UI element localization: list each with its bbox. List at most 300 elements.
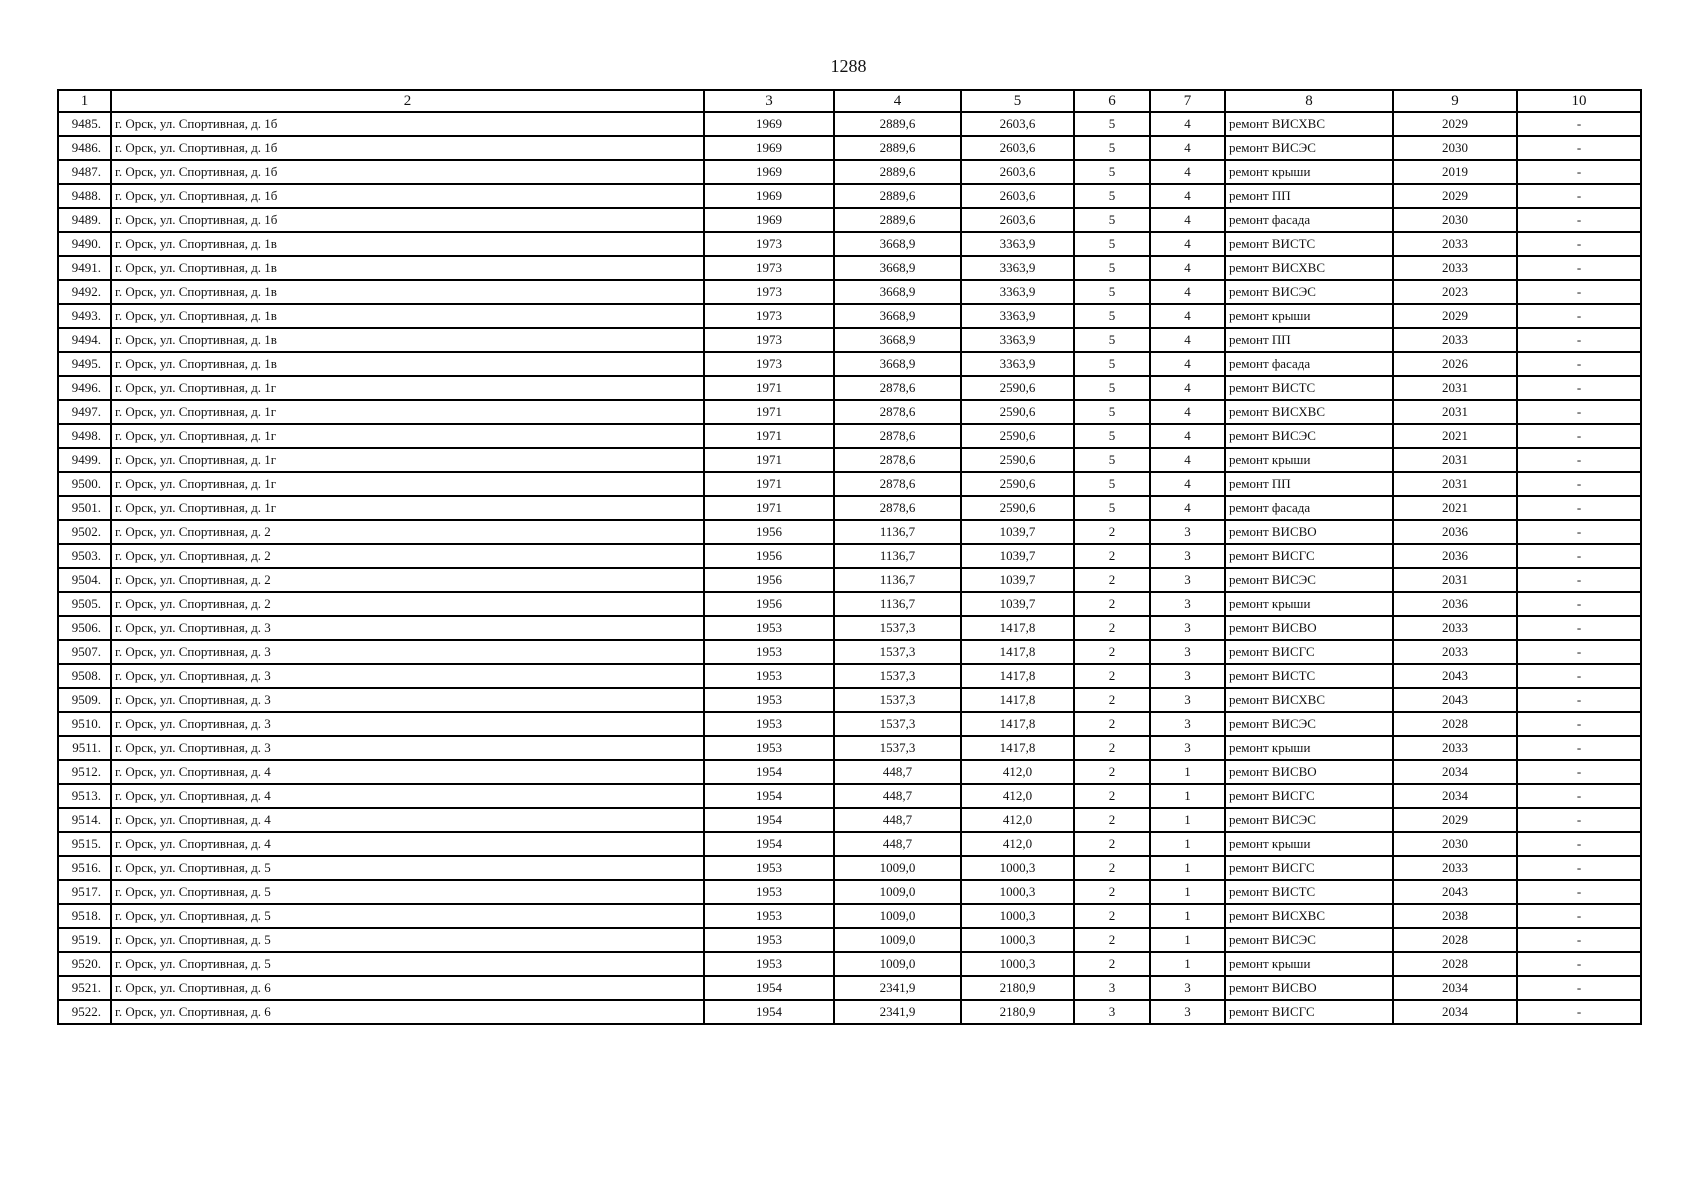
note-cell: - bbox=[1517, 208, 1641, 232]
address-cell: г. Орск, ул. Спортивная, д. 1г bbox=[111, 424, 704, 448]
entrances-cell: 4 bbox=[1150, 256, 1225, 280]
planned-year-cell: 2029 bbox=[1393, 112, 1517, 136]
floors-cell: 2 bbox=[1074, 880, 1150, 904]
residential-area-cell: 412,0 bbox=[961, 784, 1074, 808]
year-cell: 1953 bbox=[704, 856, 834, 880]
year-cell: 1973 bbox=[704, 352, 834, 376]
residential-area-cell: 2590,6 bbox=[961, 400, 1074, 424]
table-row bbox=[58, 736, 1641, 760]
year-cell: 1971 bbox=[704, 424, 834, 448]
entrances-cell: 1 bbox=[1150, 760, 1225, 784]
work-type-cell: ремонт ВИСЭС bbox=[1225, 424, 1393, 448]
year-cell: 1953 bbox=[704, 952, 834, 976]
residential-area-cell: 2603,6 bbox=[961, 136, 1074, 160]
address-cell: г. Орск, ул. Спортивная, д. 1в bbox=[111, 328, 704, 352]
floors-cell: 5 bbox=[1074, 352, 1150, 376]
planned-year-cell: 2033 bbox=[1393, 736, 1517, 760]
table-row bbox=[58, 592, 1641, 616]
total-area-cell: 2889,6 bbox=[834, 136, 961, 160]
work-type-cell: ремонт ВИСХВС bbox=[1225, 400, 1393, 424]
planned-year-cell: 2034 bbox=[1393, 1000, 1517, 1024]
note-cell: - bbox=[1517, 688, 1641, 712]
work-type-cell: ремонт ВИСГС bbox=[1225, 640, 1393, 664]
table-row bbox=[58, 208, 1641, 232]
address-cell: г. Орск, ул. Спортивная, д. 1в bbox=[111, 304, 704, 328]
total-area-cell: 1136,7 bbox=[834, 592, 961, 616]
planned-year-cell: 2021 bbox=[1393, 424, 1517, 448]
year-cell: 1956 bbox=[704, 520, 834, 544]
row-number-cell: 9519. bbox=[58, 928, 111, 952]
row-number-cell: 9493. bbox=[58, 304, 111, 328]
work-type-cell: ремонт фасада bbox=[1225, 496, 1393, 520]
total-area-cell: 1009,0 bbox=[834, 856, 961, 880]
row-number-cell: 9509. bbox=[58, 688, 111, 712]
entrances-cell: 1 bbox=[1150, 928, 1225, 952]
residential-area-cell: 1000,3 bbox=[961, 856, 1074, 880]
entrances-cell: 4 bbox=[1150, 112, 1225, 136]
floors-cell: 5 bbox=[1074, 424, 1150, 448]
column-header-5: 5 bbox=[961, 90, 1074, 112]
address-cell: г. Орск, ул. Спортивная, д. 3 bbox=[111, 664, 704, 688]
row-number-cell: 9507. bbox=[58, 640, 111, 664]
planned-year-cell: 2021 bbox=[1393, 496, 1517, 520]
year-cell: 1954 bbox=[704, 784, 834, 808]
planned-year-cell: 2036 bbox=[1393, 520, 1517, 544]
note-cell: - bbox=[1517, 760, 1641, 784]
column-header-6: 6 bbox=[1074, 90, 1150, 112]
year-cell: 1956 bbox=[704, 544, 834, 568]
entrances-cell: 3 bbox=[1150, 592, 1225, 616]
entrances-cell: 4 bbox=[1150, 376, 1225, 400]
work-type-cell: ремонт фасада bbox=[1225, 208, 1393, 232]
note-cell: - bbox=[1517, 808, 1641, 832]
residential-area-cell: 1000,3 bbox=[961, 952, 1074, 976]
entrances-cell: 4 bbox=[1150, 280, 1225, 304]
planned-year-cell: 2034 bbox=[1393, 976, 1517, 1000]
row-number-cell: 9517. bbox=[58, 880, 111, 904]
table-row bbox=[58, 1000, 1641, 1024]
table-row bbox=[58, 472, 1641, 496]
residential-area-cell: 2590,6 bbox=[961, 448, 1074, 472]
entrances-cell: 3 bbox=[1150, 976, 1225, 1000]
year-cell: 1973 bbox=[704, 232, 834, 256]
note-cell: - bbox=[1517, 616, 1641, 640]
row-number-cell: 9489. bbox=[58, 208, 111, 232]
table-row bbox=[58, 880, 1641, 904]
residential-area-cell: 2180,9 bbox=[961, 1000, 1074, 1024]
address-cell: г. Орск, ул. Спортивная, д. 1г bbox=[111, 376, 704, 400]
year-cell: 1971 bbox=[704, 400, 834, 424]
note-cell: - bbox=[1517, 160, 1641, 184]
residential-area-cell: 1417,8 bbox=[961, 688, 1074, 712]
row-number-cell: 9491. bbox=[58, 256, 111, 280]
address-cell: г. Орск, ул. Спортивная, д. 2 bbox=[111, 544, 704, 568]
total-area-cell: 2878,6 bbox=[834, 496, 961, 520]
residential-area-cell: 2603,6 bbox=[961, 208, 1074, 232]
total-area-cell: 2878,6 bbox=[834, 376, 961, 400]
entrances-cell: 4 bbox=[1150, 472, 1225, 496]
address-cell: г. Орск, ул. Спортивная, д. 4 bbox=[111, 760, 704, 784]
address-cell: г. Орск, ул. Спортивная, д. 1г bbox=[111, 496, 704, 520]
planned-year-cell: 2019 bbox=[1393, 160, 1517, 184]
work-type-cell: ремонт ВИСВО bbox=[1225, 976, 1393, 1000]
year-cell: 1971 bbox=[704, 472, 834, 496]
row-number-cell: 9496. bbox=[58, 376, 111, 400]
residential-area-cell: 2590,6 bbox=[961, 424, 1074, 448]
floors-cell: 5 bbox=[1074, 184, 1150, 208]
year-cell: 1971 bbox=[704, 496, 834, 520]
floors-cell: 2 bbox=[1074, 544, 1150, 568]
note-cell: - bbox=[1517, 112, 1641, 136]
planned-year-cell: 2034 bbox=[1393, 784, 1517, 808]
work-type-cell: ремонт ВИСЭС bbox=[1225, 568, 1393, 592]
address-cell: г. Орск, ул. Спортивная, д. 2 bbox=[111, 568, 704, 592]
work-type-cell: ремонт ПП bbox=[1225, 184, 1393, 208]
table-row bbox=[58, 544, 1641, 568]
entrances-cell: 3 bbox=[1150, 520, 1225, 544]
entrances-cell: 4 bbox=[1150, 184, 1225, 208]
table-row bbox=[58, 952, 1641, 976]
planned-year-cell: 2036 bbox=[1393, 592, 1517, 616]
year-cell: 1953 bbox=[704, 664, 834, 688]
work-type-cell: ремонт ВИСЭС bbox=[1225, 928, 1393, 952]
row-number-cell: 9515. bbox=[58, 832, 111, 856]
note-cell: - bbox=[1517, 136, 1641, 160]
planned-year-cell: 2023 bbox=[1393, 280, 1517, 304]
table-row bbox=[58, 184, 1641, 208]
work-type-cell: ремонт ВИСЭС bbox=[1225, 808, 1393, 832]
entrances-cell: 4 bbox=[1150, 400, 1225, 424]
floors-cell: 5 bbox=[1074, 112, 1150, 136]
work-type-cell: ремонт ВИСГС bbox=[1225, 1000, 1393, 1024]
column-header-1: 1 bbox=[58, 90, 111, 112]
floors-cell: 5 bbox=[1074, 232, 1150, 256]
planned-year-cell: 2036 bbox=[1393, 544, 1517, 568]
address-cell: г. Орск, ул. Спортивная, д. 1б bbox=[111, 208, 704, 232]
work-type-cell: ремонт ВИСХВС bbox=[1225, 256, 1393, 280]
table-row bbox=[58, 784, 1641, 808]
work-type-cell: ремонт крыши bbox=[1225, 592, 1393, 616]
year-cell: 1973 bbox=[704, 280, 834, 304]
residential-area-cell: 2603,6 bbox=[961, 160, 1074, 184]
row-number-cell: 9505. bbox=[58, 592, 111, 616]
year-cell: 1953 bbox=[704, 712, 834, 736]
year-cell: 1953 bbox=[704, 928, 834, 952]
residential-area-cell: 1417,8 bbox=[961, 712, 1074, 736]
row-number-cell: 9521. bbox=[58, 976, 111, 1000]
address-cell: г. Орск, ул. Спортивная, д. 4 bbox=[111, 832, 704, 856]
row-number-cell: 9522. bbox=[58, 1000, 111, 1024]
total-area-cell: 2889,6 bbox=[834, 112, 961, 136]
row-number-cell: 9497. bbox=[58, 400, 111, 424]
table-row bbox=[58, 376, 1641, 400]
total-area-cell: 2878,6 bbox=[834, 472, 961, 496]
address-cell: г. Орск, ул. Спортивная, д. 2 bbox=[111, 520, 704, 544]
entrances-cell: 4 bbox=[1150, 136, 1225, 160]
note-cell: - bbox=[1517, 232, 1641, 256]
address-cell: г. Орск, ул. Спортивная, д. 1б bbox=[111, 160, 704, 184]
year-cell: 1953 bbox=[704, 688, 834, 712]
work-type-cell: ремонт ВИСВО bbox=[1225, 760, 1393, 784]
year-cell: 1954 bbox=[704, 1000, 834, 1024]
floors-cell: 2 bbox=[1074, 808, 1150, 832]
table-row bbox=[58, 256, 1641, 280]
residential-area-cell: 3363,9 bbox=[961, 256, 1074, 280]
total-area-cell: 3668,9 bbox=[834, 280, 961, 304]
planned-year-cell: 2030 bbox=[1393, 208, 1517, 232]
page-number: 1288 bbox=[830, 56, 867, 76]
floors-cell: 5 bbox=[1074, 496, 1150, 520]
row-number-cell: 9488. bbox=[58, 184, 111, 208]
floors-cell: 2 bbox=[1074, 520, 1150, 544]
floors-cell: 5 bbox=[1074, 304, 1150, 328]
residential-area-cell: 3363,9 bbox=[961, 280, 1074, 304]
residential-area-cell: 1417,8 bbox=[961, 616, 1074, 640]
total-area-cell: 448,7 bbox=[834, 808, 961, 832]
floors-cell: 2 bbox=[1074, 616, 1150, 640]
total-area-cell: 1537,3 bbox=[834, 640, 961, 664]
row-number-cell: 9511. bbox=[58, 736, 111, 760]
note-cell: - bbox=[1517, 664, 1641, 688]
note-cell: - bbox=[1517, 736, 1641, 760]
note-cell: - bbox=[1517, 472, 1641, 496]
floors-cell: 5 bbox=[1074, 376, 1150, 400]
address-cell: г. Орск, ул. Спортивная, д. 4 bbox=[111, 808, 704, 832]
total-area-cell: 3668,9 bbox=[834, 232, 961, 256]
capital-repair-table bbox=[57, 89, 1642, 1025]
floors-cell: 5 bbox=[1074, 400, 1150, 424]
row-number-cell: 9518. bbox=[58, 904, 111, 928]
total-area-cell: 2889,6 bbox=[834, 160, 961, 184]
residential-area-cell: 1000,3 bbox=[961, 880, 1074, 904]
year-cell: 1956 bbox=[704, 592, 834, 616]
note-cell: - bbox=[1517, 352, 1641, 376]
year-cell: 1973 bbox=[704, 304, 834, 328]
floors-cell: 5 bbox=[1074, 280, 1150, 304]
total-area-cell: 1009,0 bbox=[834, 928, 961, 952]
residential-area-cell: 2590,6 bbox=[961, 376, 1074, 400]
column-header-2: 2 bbox=[111, 90, 704, 112]
total-area-cell: 1136,7 bbox=[834, 520, 961, 544]
year-cell: 1971 bbox=[704, 448, 834, 472]
planned-year-cell: 2030 bbox=[1393, 832, 1517, 856]
address-cell: г. Орск, ул. Спортивная, д. 1б bbox=[111, 136, 704, 160]
planned-year-cell: 2038 bbox=[1393, 904, 1517, 928]
note-cell: - bbox=[1517, 568, 1641, 592]
table-row bbox=[58, 448, 1641, 472]
note-cell: - bbox=[1517, 784, 1641, 808]
column-header-4: 4 bbox=[834, 90, 961, 112]
entrances-cell: 1 bbox=[1150, 904, 1225, 928]
address-cell: г. Орск, ул. Спортивная, д. 5 bbox=[111, 952, 704, 976]
total-area-cell: 1537,3 bbox=[834, 712, 961, 736]
entrances-cell: 1 bbox=[1150, 856, 1225, 880]
address-cell: г. Орск, ул. Спортивная, д. 3 bbox=[111, 736, 704, 760]
planned-year-cell: 2028 bbox=[1393, 928, 1517, 952]
address-cell: г. Орск, ул. Спортивная, д. 1в bbox=[111, 280, 704, 304]
year-cell: 1953 bbox=[704, 880, 834, 904]
year-cell: 1953 bbox=[704, 904, 834, 928]
row-number-cell: 9501. bbox=[58, 496, 111, 520]
table-row bbox=[58, 688, 1641, 712]
floors-cell: 2 bbox=[1074, 928, 1150, 952]
total-area-cell: 1537,3 bbox=[834, 616, 961, 640]
entrances-cell: 3 bbox=[1150, 640, 1225, 664]
table-row bbox=[58, 424, 1641, 448]
year-cell: 1973 bbox=[704, 328, 834, 352]
work-type-cell: ремонт фасада bbox=[1225, 352, 1393, 376]
planned-year-cell: 2028 bbox=[1393, 712, 1517, 736]
residential-area-cell: 3363,9 bbox=[961, 352, 1074, 376]
entrances-cell: 4 bbox=[1150, 208, 1225, 232]
note-cell: - bbox=[1517, 544, 1641, 568]
entrances-cell: 3 bbox=[1150, 616, 1225, 640]
residential-area-cell: 2590,6 bbox=[961, 472, 1074, 496]
residential-area-cell: 2590,6 bbox=[961, 496, 1074, 520]
residential-area-cell: 2603,6 bbox=[961, 112, 1074, 136]
floors-cell: 5 bbox=[1074, 208, 1150, 232]
year-cell: 1954 bbox=[704, 832, 834, 856]
entrances-cell: 4 bbox=[1150, 328, 1225, 352]
work-type-cell: ремонт ВИСТС bbox=[1225, 376, 1393, 400]
entrances-cell: 1 bbox=[1150, 784, 1225, 808]
planned-year-cell: 2033 bbox=[1393, 856, 1517, 880]
entrances-cell: 4 bbox=[1150, 232, 1225, 256]
entrances-cell: 1 bbox=[1150, 832, 1225, 856]
table-row bbox=[58, 352, 1641, 376]
planned-year-cell: 2031 bbox=[1393, 448, 1517, 472]
table-row bbox=[58, 928, 1641, 952]
planned-year-cell: 2029 bbox=[1393, 304, 1517, 328]
floors-cell: 2 bbox=[1074, 832, 1150, 856]
address-cell: г. Орск, ул. Спортивная, д. 1г bbox=[111, 400, 704, 424]
total-area-cell: 3668,9 bbox=[834, 256, 961, 280]
work-type-cell: ремонт ВИСЭС bbox=[1225, 712, 1393, 736]
note-cell: - bbox=[1517, 928, 1641, 952]
row-number-cell: 9512. bbox=[58, 760, 111, 784]
address-cell: г. Орск, ул. Спортивная, д. 5 bbox=[111, 904, 704, 928]
table-row bbox=[58, 832, 1641, 856]
total-area-cell: 1136,7 bbox=[834, 544, 961, 568]
entrances-cell: 3 bbox=[1150, 688, 1225, 712]
entrances-cell: 1 bbox=[1150, 880, 1225, 904]
year-cell: 1973 bbox=[704, 256, 834, 280]
floors-cell: 2 bbox=[1074, 664, 1150, 688]
table-row bbox=[58, 400, 1641, 424]
note-cell: - bbox=[1517, 856, 1641, 880]
residential-area-cell: 3363,9 bbox=[961, 328, 1074, 352]
table-row bbox=[58, 712, 1641, 736]
note-cell: - bbox=[1517, 904, 1641, 928]
year-cell: 1956 bbox=[704, 568, 834, 592]
total-area-cell: 1009,0 bbox=[834, 952, 961, 976]
residential-area-cell: 1000,3 bbox=[961, 928, 1074, 952]
residential-area-cell: 1417,8 bbox=[961, 736, 1074, 760]
row-number-cell: 9485. bbox=[58, 112, 111, 136]
note-cell: - bbox=[1517, 496, 1641, 520]
work-type-cell: ремонт крыши bbox=[1225, 448, 1393, 472]
total-area-cell: 2889,6 bbox=[834, 208, 961, 232]
entrances-cell: 4 bbox=[1150, 424, 1225, 448]
note-cell: - bbox=[1517, 184, 1641, 208]
address-cell: г. Орск, ул. Спортивная, д. 1б bbox=[111, 184, 704, 208]
floors-cell: 2 bbox=[1074, 640, 1150, 664]
total-area-cell: 448,7 bbox=[834, 832, 961, 856]
floors-cell: 3 bbox=[1074, 1000, 1150, 1024]
address-cell: г. Орск, ул. Спортивная, д. 5 bbox=[111, 928, 704, 952]
column-header-9: 9 bbox=[1393, 90, 1517, 112]
note-cell: - bbox=[1517, 400, 1641, 424]
row-number-cell: 9487. bbox=[58, 160, 111, 184]
row-number-cell: 9506. bbox=[58, 616, 111, 640]
row-number-cell: 9486. bbox=[58, 136, 111, 160]
total-area-cell: 1136,7 bbox=[834, 568, 961, 592]
table-row bbox=[58, 976, 1641, 1000]
planned-year-cell: 2033 bbox=[1393, 256, 1517, 280]
work-type-cell: ремонт ВИСТС bbox=[1225, 664, 1393, 688]
address-cell: г. Орск, ул. Спортивная, д. 4 bbox=[111, 784, 704, 808]
floors-cell: 5 bbox=[1074, 256, 1150, 280]
year-cell: 1969 bbox=[704, 160, 834, 184]
work-type-cell: ремонт ВИСЭС bbox=[1225, 136, 1393, 160]
table-body bbox=[58, 112, 1641, 1024]
address-cell: г. Орск, ул. Спортивная, д. 3 bbox=[111, 616, 704, 640]
residential-area-cell: 1039,7 bbox=[961, 592, 1074, 616]
row-number-cell: 9490. bbox=[58, 232, 111, 256]
address-cell: г. Орск, ул. Спортивная, д. 3 bbox=[111, 688, 704, 712]
total-area-cell: 1009,0 bbox=[834, 880, 961, 904]
entrances-cell: 3 bbox=[1150, 1000, 1225, 1024]
planned-year-cell: 2031 bbox=[1393, 472, 1517, 496]
planned-year-cell: 2026 bbox=[1393, 352, 1517, 376]
total-area-cell: 2889,6 bbox=[834, 184, 961, 208]
table-row bbox=[58, 280, 1641, 304]
planned-year-cell: 2033 bbox=[1393, 232, 1517, 256]
work-type-cell: ремонт крыши bbox=[1225, 736, 1393, 760]
floors-cell: 2 bbox=[1074, 784, 1150, 808]
address-cell: г. Орск, ул. Спортивная, д. 2 bbox=[111, 592, 704, 616]
work-type-cell: ремонт ВИСТС bbox=[1225, 232, 1393, 256]
planned-year-cell: 2043 bbox=[1393, 664, 1517, 688]
note-cell: - bbox=[1517, 280, 1641, 304]
note-cell: - bbox=[1517, 256, 1641, 280]
planned-year-cell: 2034 bbox=[1393, 760, 1517, 784]
total-area-cell: 3668,9 bbox=[834, 352, 961, 376]
table-row bbox=[58, 136, 1641, 160]
entrances-cell: 4 bbox=[1150, 352, 1225, 376]
planned-year-cell: 2031 bbox=[1393, 568, 1517, 592]
year-cell: 1954 bbox=[704, 976, 834, 1000]
planned-year-cell: 2043 bbox=[1393, 880, 1517, 904]
note-cell: - bbox=[1517, 448, 1641, 472]
column-header-3: 3 bbox=[704, 90, 834, 112]
row-number-cell: 9504. bbox=[58, 568, 111, 592]
planned-year-cell: 2033 bbox=[1393, 328, 1517, 352]
year-cell: 1953 bbox=[704, 640, 834, 664]
total-area-cell: 2878,6 bbox=[834, 448, 961, 472]
entrances-cell: 3 bbox=[1150, 664, 1225, 688]
row-number-cell: 9498. bbox=[58, 424, 111, 448]
work-type-cell: ремонт крыши bbox=[1225, 160, 1393, 184]
note-cell: - bbox=[1517, 520, 1641, 544]
floors-cell: 2 bbox=[1074, 568, 1150, 592]
address-cell: г. Орск, ул. Спортивная, д. 1г bbox=[111, 472, 704, 496]
table-row bbox=[58, 640, 1641, 664]
entrances-cell: 3 bbox=[1150, 736, 1225, 760]
year-cell: 1969 bbox=[704, 112, 834, 136]
work-type-cell: ремонт ВИСХВС bbox=[1225, 904, 1393, 928]
entrances-cell: 1 bbox=[1150, 952, 1225, 976]
